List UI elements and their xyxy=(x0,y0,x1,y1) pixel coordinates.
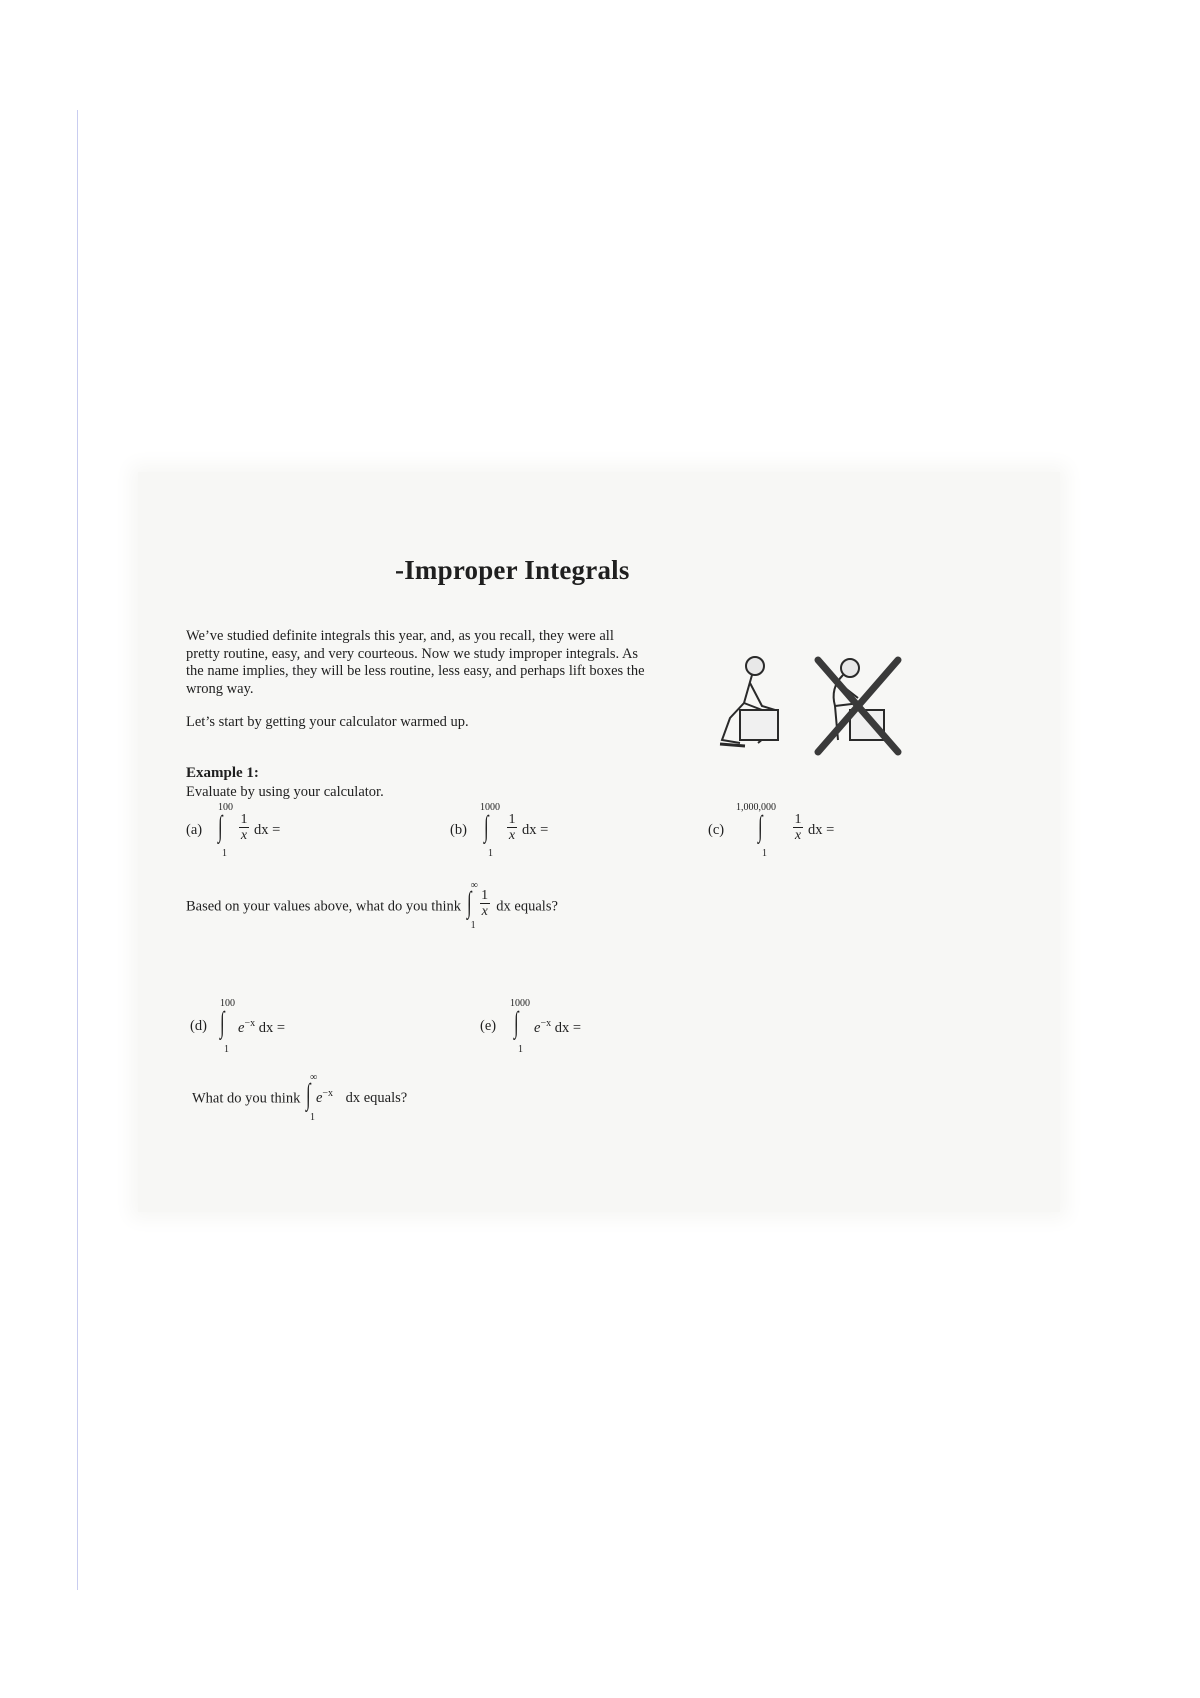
lower-limit: 1 xyxy=(518,1044,523,1055)
integral-expression xyxy=(214,802,324,864)
fraction: 1 x xyxy=(481,888,489,919)
example-instruction: Evaluate by using your calculator. xyxy=(186,784,384,800)
upper-limit: 1,000,000 xyxy=(736,802,776,813)
correct-lift-figure xyxy=(720,657,778,746)
lower-limit: 1 xyxy=(470,920,476,931)
lower-limit: 1 xyxy=(222,848,227,859)
question-tail: dx equals? xyxy=(345,1090,408,1107)
integral-sign-icon: ∫ xyxy=(484,810,489,843)
integral-expression xyxy=(478,802,588,864)
lower-limit: 1 xyxy=(224,1044,229,1055)
integral-expression xyxy=(736,802,846,864)
integral-sign-icon: ∫ xyxy=(218,810,223,843)
lower-limit: 1 xyxy=(762,848,767,859)
question-text: What do you think xyxy=(192,1090,301,1107)
integral-tail: dx = xyxy=(522,822,549,838)
upper-limit: ∞ xyxy=(470,880,478,891)
lower-limit: 1 xyxy=(309,1112,315,1123)
fraction: 1 x xyxy=(794,812,802,843)
integral-sign-icon: ∫ xyxy=(220,1006,225,1039)
upper-limit: 100 xyxy=(218,802,233,813)
intro-paragraph: We’ve studied definite integrals this year, and, as you recall, they were all pretty routine, easy, and very courteous. Now we study improper integrals. As the name implies, they will be less routine, less easy, and perhaps lift boxes the wrong way. xyxy=(186,628,645,697)
example-heading: Example 1: xyxy=(186,765,259,781)
integral-expression: ∞ ∫ 1 $e^{-x}$ xyxy=(305,1072,334,1123)
fraction: 1 x xyxy=(240,812,248,843)
upper-limit: ∞ xyxy=(309,1072,318,1083)
problem-label: (c) xyxy=(708,822,725,838)
upper-limit: 1000 xyxy=(480,802,500,813)
integral-expression: 100 ∫ 1 $e^{-x}$ dx = xyxy=(220,998,286,1055)
upper-limit: 100 xyxy=(220,998,235,1009)
problem-label: (e) xyxy=(480,1018,497,1034)
lower-limit: 1 xyxy=(488,848,493,859)
warmup-line: Let’s start by getting your calculator warmed up. xyxy=(186,714,469,730)
problem-label: (d) xyxy=(190,1018,207,1034)
integral-sign-icon: ∫ xyxy=(305,1078,311,1111)
page-title: -Improper Integrals xyxy=(395,555,630,585)
integral-expression: 1000 ∫ 1 $e^{-x}$ dx = xyxy=(510,998,582,1055)
question-two xyxy=(192,1074,407,1124)
integral-tail: dx = xyxy=(254,822,281,838)
integral-tail: dx = xyxy=(808,822,835,838)
question-text: Based on your values above, what do you think xyxy=(186,898,462,915)
fraction: 1 x xyxy=(508,812,516,843)
question-one xyxy=(186,882,558,932)
intro-text xyxy=(186,628,646,732)
lifting-boxes-illustration xyxy=(700,648,910,758)
integral-sign-icon: ∫ xyxy=(514,1006,519,1039)
integral-sign-icon: ∫ xyxy=(758,810,763,843)
integral-sign-icon: ∫ xyxy=(466,886,472,919)
question-tail: dx equals? xyxy=(496,898,558,915)
problem-label: (b) xyxy=(450,822,467,838)
page-margin-line xyxy=(77,110,78,1590)
problem-label: (a) xyxy=(186,822,203,838)
integral-expression xyxy=(465,882,493,932)
upper-limit: 1000 xyxy=(510,998,530,1009)
